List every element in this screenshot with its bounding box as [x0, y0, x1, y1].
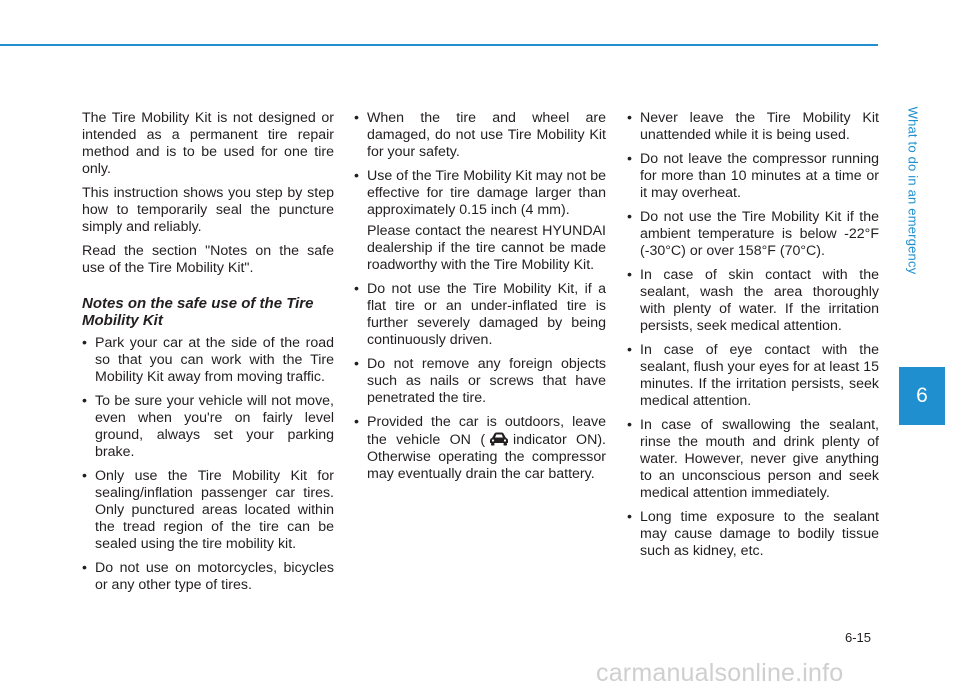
intro-paragraph-3: Read the section "Notes on the safe use of the Tire Mobility Kit".	[82, 243, 334, 276]
dealership-note: Please contact the nearest HYUNDAI dealership if the tire cannot be made roadworthy with the Tire Mobility Kit.	[367, 223, 606, 273]
list-item: • Do not use the Tire Mobility Kit if the ambient temperature is below -22°F (-30°C) or over 158°F (70°C).	[627, 209, 879, 260]
safety-notes-list-2	[354, 110, 606, 483]
list-item-text: Use of the Tire Mobility Kit may not be effective for tire damage larger than approximately 0.15 inch (4 mm).	[367, 168, 606, 218]
list-item-text: When the tire and wheel are damaged, do not use Tire Mobility Kit for your safety.	[367, 110, 606, 160]
column-3	[627, 110, 879, 567]
chapter-number: 6	[916, 384, 928, 407]
intro-paragraph-1: The Tire Mobility Kit is not designed or intended as a permanent tire repair method and is to be used for one tire only.	[82, 110, 334, 177]
safety-notes-list-3	[627, 110, 879, 560]
list-item: • In case of swallowing the sealant, rinse the mouth and drink plenty of water. However, never give anything to an unconscious person and seek medical attention immediately.	[627, 417, 879, 502]
list-item: • Do not use on motorcycles, bicycles or any other type of tires.	[82, 560, 334, 594]
list-item-text-before-icon: Provided the car is outdoors, leave the vehicle ON (	[367, 414, 606, 448]
section-title-text: What to do in an emergency	[905, 106, 921, 274]
chapter-tab[interactable]	[899, 367, 945, 425]
list-item: • Never leave the Tire Mobility Kit unattended while it is being used.	[627, 110, 879, 144]
section-heading: Notes on the safe use of the Tire Mobility Kit	[82, 295, 314, 329]
page-number: 6-15	[845, 630, 872, 645]
list-item	[354, 168, 606, 274]
list-item	[354, 356, 606, 407]
column-1	[82, 110, 334, 601]
list-item: • Do not leave the compressor running for more than 10 minutes at a time or it may overheat.	[627, 151, 879, 202]
list-item	[354, 414, 606, 483]
list-item	[354, 110, 606, 161]
header-rule	[0, 44, 878, 46]
safety-notes-list	[82, 335, 334, 594]
list-item-text-after-icon: indicator ON). Otherwise operating the compressor may eventually drain the car battery.	[367, 432, 607, 482]
list-item	[354, 281, 606, 349]
list-item: • Park your car at the side of the road so that you can work with the Tire Mobility Kit away from moving traffic.	[82, 335, 334, 386]
list-item-text: Do not remove any foreign objects such as nails or screws that have penetrated the tire.	[367, 356, 606, 406]
column-2	[354, 110, 606, 490]
car-ready-indicator-icon	[488, 431, 510, 447]
section-title-vertical	[899, 40, 927, 340]
list-item: • In case of skin contact with the sealant, wash the area thoroughly with plenty of water. If the irritation persists, seek medical attention.	[627, 267, 879, 335]
list-item: • To be sure your vehicle will not move, even when you're on fairly level ground, always set your parking brake.	[82, 393, 334, 461]
list-item: • In case of eye contact with the sealant, flush your eyes for at least 15 minutes. If the irritation persists, seek medical attention.	[627, 342, 879, 410]
watermark[interactable]: carmanualsonline.info	[596, 659, 844, 687]
list-item: • Long time exposure to the sealant may cause damage to bodily tissue such as kidney, etc.	[627, 509, 879, 560]
list-item: • Only use the Tire Mobility Kit for sealing/inflation passenger car tires. Only punctured areas located within the tread region of the tire can be sealed using the tire mobility kit.	[82, 468, 334, 553]
intro-paragraph-2: This instruction shows you step by step how to temporarily seal the puncture simply and reliably.	[82, 185, 334, 235]
list-item-text: Do not use the Tire Mobility Kit, if a flat tire or an under-inflated tire is further severely damaged by being continuously driven.	[367, 281, 606, 348]
